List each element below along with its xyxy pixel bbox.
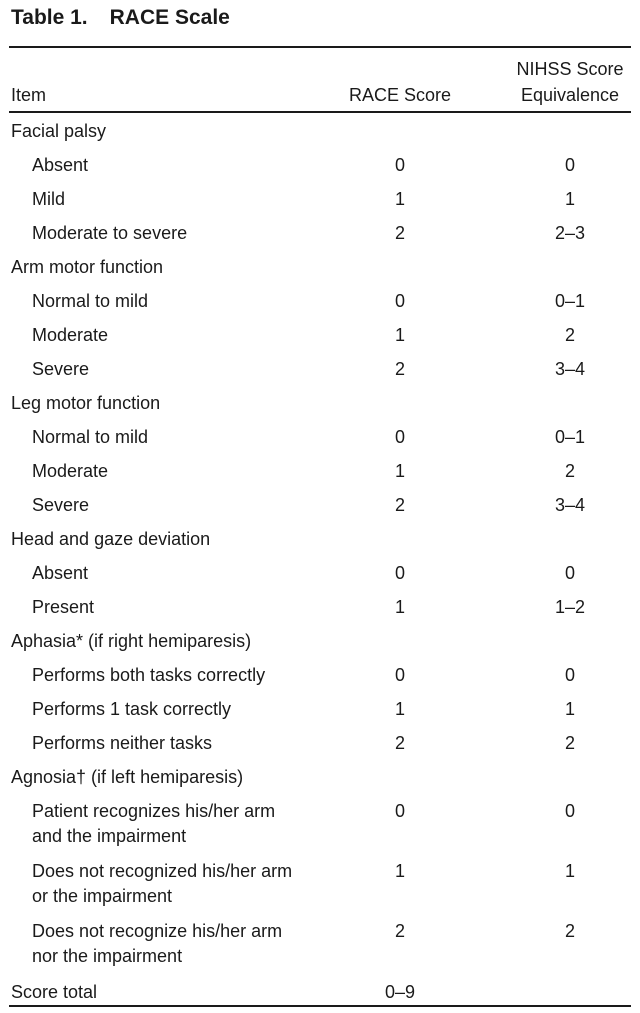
section-row	[0, 625, 640, 659]
nihss-score-cell: 1	[564, 861, 575, 881]
item-text-line: Normal to mild	[32, 291, 149, 311]
header-race-score: RACE Score	[348, 85, 452, 105]
total-race-score: 0–9	[384, 982, 416, 1002]
total-row	[0, 975, 640, 1009]
item-text-line: Moderate	[32, 461, 109, 481]
bottom-rule	[9, 1005, 631, 1007]
top-rule	[9, 46, 631, 48]
item-cell	[0, 187, 340, 212]
item-text-line: Performs 1 task correctly	[32, 699, 232, 719]
table-row	[0, 795, 640, 855]
item-text-line: Moderate	[32, 325, 109, 345]
item-text-line: Performs both tasks correctly	[32, 665, 266, 685]
nihss-score-cell: 2	[564, 733, 575, 753]
race-score-cell: 0	[394, 291, 405, 311]
race-score-cell: 1	[394, 325, 405, 345]
race-score-cell: 0	[394, 563, 405, 583]
item-cell	[0, 493, 340, 518]
item-cell	[0, 561, 340, 586]
race-score-cell: 2	[394, 495, 405, 515]
nihss-score-cell: 0	[564, 801, 575, 821]
header-rule	[9, 111, 631, 113]
nihss-score-cell: 1	[564, 189, 575, 209]
nihss-score-cell: 2	[564, 461, 575, 481]
item-cell	[0, 323, 340, 348]
item-text-line: Absent	[32, 563, 89, 583]
item-text-line: nor the impairment	[32, 946, 183, 966]
item-text-line: Severe	[32, 495, 90, 515]
table-row	[0, 591, 640, 625]
item-text-line: Absent	[32, 155, 89, 175]
table-row	[0, 217, 640, 251]
table-title	[11, 6, 230, 30]
item-text-line: Severe	[32, 359, 90, 379]
item-cell	[0, 153, 340, 178]
item-text-line: Present	[32, 597, 95, 617]
section-row	[0, 115, 640, 149]
item-cell	[0, 289, 340, 314]
section-row	[0, 761, 640, 795]
race-score-cell: 1	[394, 189, 405, 209]
item-cell	[0, 595, 340, 620]
item-cell	[0, 357, 340, 382]
item-text-line: and the impairment	[32, 826, 187, 846]
item-text-line: Performs neither tasks	[32, 733, 213, 753]
item-text-line: Patient recognizes his/her arm	[32, 801, 276, 821]
nihss-score-cell: 3–4	[554, 359, 586, 379]
nihss-score-cell: 0	[564, 665, 575, 685]
race-score-cell: 2	[394, 359, 405, 379]
section-label: Aphasia* (if right hemiparesis)	[11, 631, 252, 651]
section-label: Arm motor function	[11, 257, 164, 277]
nihss-score-cell: 0	[564, 563, 575, 583]
section-label: Head and gaze deviation	[11, 529, 211, 549]
item-cell	[0, 731, 340, 756]
total-label: Score total	[11, 982, 98, 1002]
nihss-score-cell: 1–2	[554, 597, 586, 617]
nihss-score-cell: 1	[564, 699, 575, 719]
table-number: Table 1.	[11, 6, 88, 29]
nihss-score-cell: 2	[564, 325, 575, 345]
nihss-score-cell: 0–1	[554, 427, 586, 447]
race-score-cell: 0	[394, 155, 405, 175]
race-score-cell: 1	[394, 699, 405, 719]
table-row	[0, 915, 640, 975]
race-score-cell: 1	[394, 861, 405, 881]
table-row	[0, 421, 640, 455]
item-cell	[0, 697, 340, 722]
item-cell	[0, 459, 340, 484]
item-cell	[0, 221, 340, 246]
nihss-score-cell: 3–4	[554, 495, 586, 515]
item-cell	[0, 919, 340, 969]
section-label: Facial palsy	[11, 121, 107, 141]
table-row	[0, 319, 640, 353]
race-score-cell: 2	[394, 733, 405, 753]
item-text-line: Mild	[32, 189, 66, 209]
section-row	[0, 251, 640, 285]
nihss-score-cell: 2	[564, 921, 575, 941]
item-cell	[0, 425, 340, 450]
item-text-line: Normal to mild	[32, 427, 149, 447]
table-row	[0, 727, 640, 761]
section-row	[0, 387, 640, 421]
table-row	[0, 149, 640, 183]
header-item: Item	[11, 85, 47, 105]
item-text-line: Does not recognize his/her arm	[32, 921, 283, 941]
section-label: Leg motor function	[11, 393, 161, 413]
race-score-cell: 2	[394, 921, 405, 941]
section-label: Agnosia† (if left hemiparesis)	[11, 767, 244, 787]
race-score-cell: 0	[394, 801, 405, 821]
table-row	[0, 557, 640, 591]
table-row	[0, 855, 640, 915]
table-row	[0, 285, 640, 319]
header-nihss-line2: Equivalence	[520, 85, 620, 105]
nihss-score-cell: 0–1	[554, 291, 586, 311]
table-row	[0, 353, 640, 387]
header-nihss-line1: NIHSS Score	[516, 59, 624, 79]
header-nihss-equivalence	[500, 56, 640, 108]
item-cell	[0, 859, 340, 909]
section-row	[0, 523, 640, 557]
race-score-cell: 2	[394, 223, 405, 243]
item-text-line: or the impairment	[32, 886, 173, 906]
table-row	[0, 183, 640, 217]
race-score-cell: 1	[394, 597, 405, 617]
table-row	[0, 693, 640, 727]
table-title-text: RACE Scale	[109, 6, 230, 29]
race-score-cell: 1	[394, 461, 405, 481]
table-row	[0, 489, 640, 523]
nihss-score-cell: 2–3	[554, 223, 586, 243]
item-text-line: Moderate to severe	[32, 223, 188, 243]
item-text-line: Does not recognized his/her arm	[32, 861, 293, 881]
table-row	[0, 455, 640, 489]
item-cell	[0, 799, 340, 849]
table-row	[0, 659, 640, 693]
table-body	[0, 115, 640, 1009]
nihss-score-cell: 0	[564, 155, 575, 175]
race-score-cell: 0	[394, 427, 405, 447]
race-score-cell: 0	[394, 665, 405, 685]
item-cell	[0, 663, 340, 688]
